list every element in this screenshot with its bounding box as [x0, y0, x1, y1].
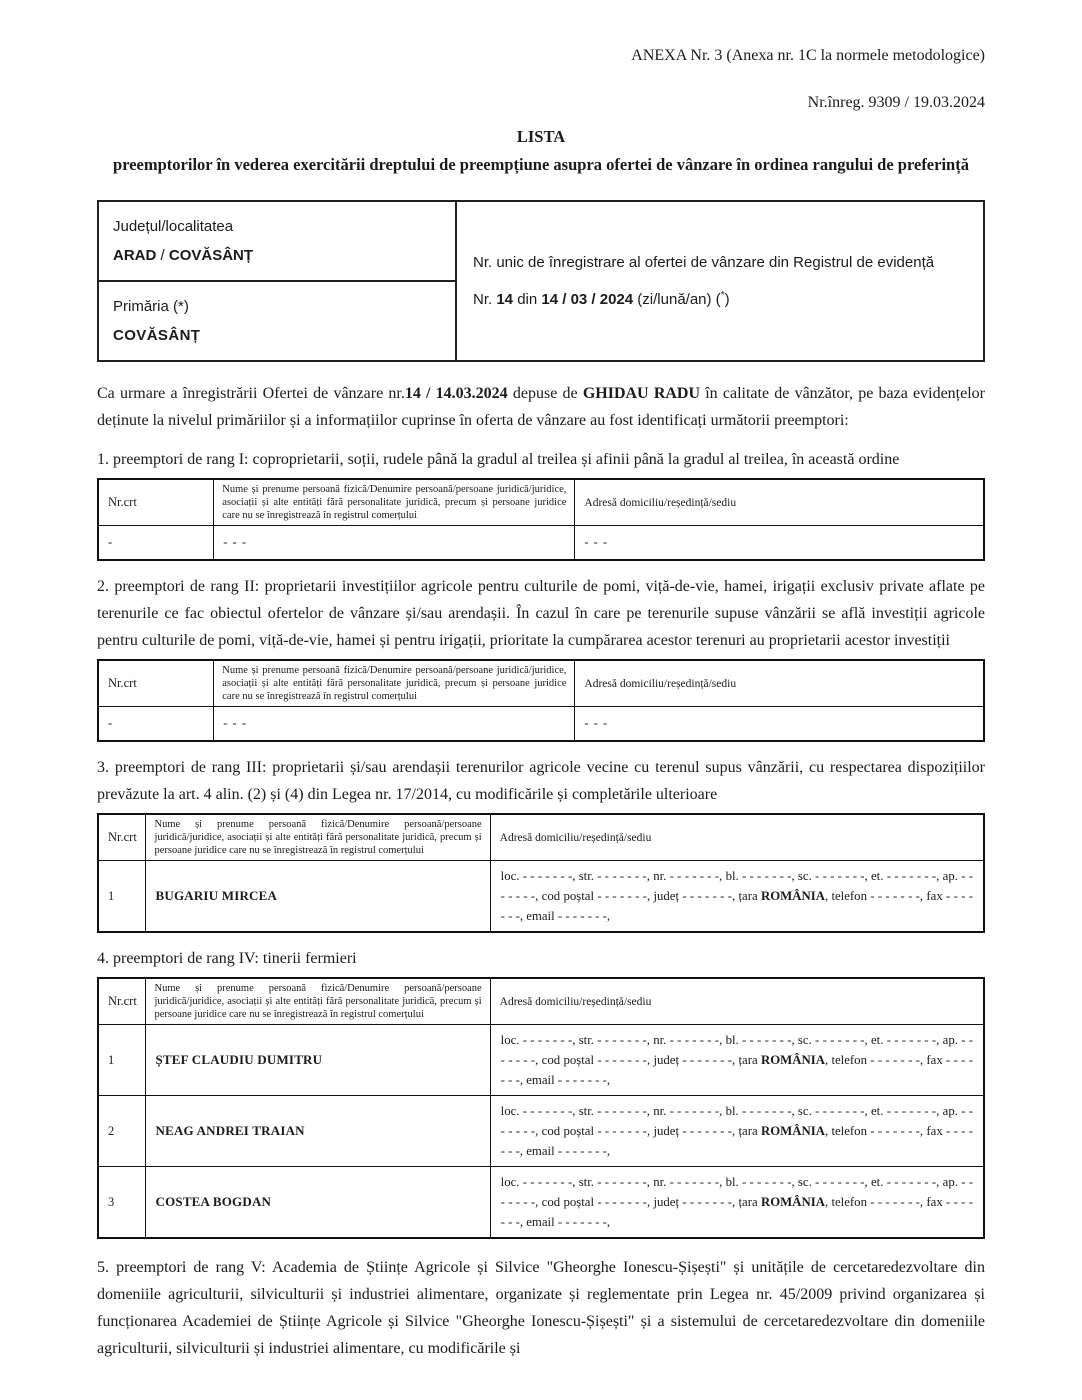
empty-address: - - -: [575, 526, 984, 561]
offer-nr-label: Nr.: [473, 291, 497, 308]
rank2-table: [97, 659, 985, 742]
rank1-empty-row: [98, 526, 984, 561]
column-header-nr: Nr.crt: [98, 479, 214, 526]
empty-nr: -: [98, 526, 214, 561]
preemptor-row: [98, 861, 984, 933]
address-fields-2: , telefon - - - - - - -, fax - - - - - - -, email - - - - - - -,: [500, 1053, 973, 1087]
column-header-address: Adresă domiciliu/reședință/sediu: [575, 479, 984, 526]
info-row-county: [98, 201, 984, 281]
preemptor-nr: 3: [98, 1167, 146, 1239]
address-fields-1: loc. - - - - - - -, str. - - - - - - -, nr. - - - - - - -, bl. - - - - - - -, sc. - - - - - - -, et. - - - - - - -, ap. - - - - - - -, cod poștal - - - - - - -, județ - - - - - - -, țara: [500, 1033, 973, 1067]
address-fields-2: , telefon - - - - - - -, fax - - - - - - -, email - - - - - - -,: [500, 1124, 973, 1158]
empty-name: - - -: [214, 526, 575, 561]
rank3-header-row: [98, 814, 984, 861]
county-name: ARAD: [113, 247, 157, 264]
locality-name: COVĂSÂNȚ: [168, 247, 254, 264]
country-name: ROMÂNIA: [760, 1053, 825, 1067]
country-name: ROMÂNIA: [760, 1195, 825, 1209]
preemptor-row: [98, 1025, 984, 1096]
column-header-nr: Nr.crt: [98, 660, 214, 707]
preemptor-nr: 1: [98, 1025, 146, 1096]
address-fields-2: , telefon - - - - - - -, fax - - - - - - -, email - - - - - - -,: [500, 1195, 973, 1229]
column-header-name: Nume și prenume persoană fizică/Denumire persoană/persoane juridică/juridice, asociații și alte entități fără personalitate juridică, precum și persoane juridice care nu se înregistrează în registrul comerțului: [214, 660, 575, 707]
rank3-table: [97, 813, 985, 933]
address-fields-1: loc. - - - - - - -, str. - - - - - - -, nr. - - - - - - -, bl. - - - - - - -, sc. - - - - - - -, et. - - - - - - -, ap. - - - - - - -, cod poștal - - - - - - -, județ - - - - - - -, țara: [500, 1175, 973, 1209]
rank2-heading: 2. preemptori de rang II: proprietarii investițiilor agricole pentru culturile de pomi, viță-de-vie, hamei, irigații exclusiv private aflate pe terenurile ce fac obiectul ofertelor de vânzare și/sau arendașii. În cazul în care pe terenurile supuse vânzării se află investiții agricole pentru culturile de pomi, viță-de-vie, hamei și pentru irigații, prioritate la cumpărarea acestor terenuri au proprietarii acestor investiții: [97, 578, 985, 649]
intro-paragraph: [97, 380, 985, 434]
preemptor-address: [490, 1167, 984, 1239]
address-fields-2: , telefon - - - - - - -, fax - - - - - - -, email - - - - - - -,: [500, 889, 973, 923]
offer-date: 14 / 03 / 2024: [541, 291, 634, 308]
rank1-header-row: [98, 479, 984, 526]
offer-number-line: [473, 279, 967, 316]
anexa-heading: ANEXA Nr. 3 (Anexa nr. 1C la normele metodologice): [631, 47, 985, 64]
rank1-table: [97, 478, 985, 561]
column-header-address: Adresă domiciliu/reședință/sediu: [575, 660, 984, 707]
address-fields-1: loc. - - - - - - -, str. - - - - - - -, nr. - - - - - - -, bl. - - - - - - -, sc. - - - - - - -, et. - - - - - - -, ap. - - - - - - -, cod poștal - - - - - - -, județ - - - - - - -, țara: [500, 1104, 973, 1138]
rank5-paragraph: 5. preemptori de rang V: Academia de Științe Agricole și Silvice "Gheorghe Ionescu-Șișești" și unitățile de cercetaredezvoltare din domeniile agriculturii, silviculturii și industriei alimentare, organizate și reglementate prin Legea nr. 45/2009 privind organizarea și funcționarea Academiei de Științe Agricole și Silvice "Gheorghe Ionescu-Șișești" și a sistemului de cercetaredezvoltare din domeniile agriculturii, silviculturii și industriei alimentare, cu modificările și: [97, 1259, 985, 1357]
intro-text-3: în calitate de vânzător, pe baza evidențelor deținute la nivelul primăriilor și a informațiilor cuprinse în oferta de vânzare au fost identificați următorii preemptori:: [97, 385, 985, 429]
rank4-heading: 4. preemptori de rang IV: tinerii fermieri: [97, 950, 357, 967]
intro-text-1: Ca urmare a înregistrării Ofertei de vânzare nr.: [97, 385, 405, 402]
column-header-name: Nume și prenume persoană fizică/Denumire persoană/persoane juridică/juridice, asociații și alte entități fără personalitate juridică, precum și persoane juridice care nu se înregistrează în registrul comerțului: [146, 814, 490, 861]
document-title: LISTA: [516, 127, 566, 146]
column-header-address: Adresă domiciliu/reședință/sediu: [490, 978, 984, 1025]
registration-number: Nr.înreg. 9309 / 19.03.2024: [807, 94, 985, 111]
offer-close-paren: ): [724, 291, 730, 308]
preemptor-nr: 2: [98, 1096, 146, 1167]
rank4-table: [97, 977, 985, 1239]
footnote-asterisk: *: [720, 290, 725, 301]
column-header-nr: Nr.crt: [98, 814, 146, 861]
preemptor-row: [98, 1096, 984, 1167]
column-header-name: Nume și prenume persoană fizică/Denumire persoană/persoane juridică/juridice, asociații și alte entități fără personalitate juridică, precum și persoane juridice care nu se înregistrează în registrul comerțului: [146, 978, 490, 1025]
preemptor-nr: 1: [98, 861, 146, 933]
rank4-header-row: [98, 978, 984, 1025]
rank2-header-row: [98, 660, 984, 707]
offer-number: 14: [496, 291, 514, 308]
empty-nr: -: [98, 707, 214, 742]
intro-text-2: depuse de: [507, 385, 583, 402]
preemptor-address: [490, 1025, 984, 1096]
offer-ref: 14 / 14.03.2024: [404, 385, 508, 402]
rank3-heading: 3. preemptori de rang III: proprietarii și/sau arendașii terenurilor agricole vecine cu terenul supus vânzării, cu respectarea dispozițiilor prevăzute la art. 4 alin. (2) și (4) din Legea nr. 17/2014, cu modificările și completările ulterioare: [97, 759, 985, 803]
cityhall-value: COVĂSÂNȚ: [113, 327, 201, 344]
preemptor-row: [98, 1167, 984, 1239]
offer-registration-text: Nr. unic de înregistrare al ofertei de vânzare din Registrul de evidență: [473, 254, 935, 271]
address-fields-1: loc. - - - - - - -, str. - - - - - - -, nr. - - - - - - -, bl. - - - - - - -, sc. - - - - - - -, et. - - - - - - -, ap. - - - - - - -, cod poștal - - - - - - -, județ - - - - - - -, țara: [500, 869, 973, 903]
empty-name: - - -: [214, 707, 575, 742]
preemptor-address: [490, 861, 984, 933]
cityhall-cell: [98, 281, 456, 361]
country-name: ROMÂNIA: [760, 1124, 825, 1138]
country-name: ROMÂNIA: [760, 889, 825, 903]
document-subtitle: preemptorilor în vederea exercitării dreptului de preempțiune asupra ofertei de vânzare în ordinea rangului de preferință: [113, 155, 969, 174]
seller-name: GHIDAU RADU: [582, 385, 701, 402]
county-value: [113, 241, 441, 270]
county-cell: [98, 201, 456, 281]
cityhall-label: Primăria (*): [113, 298, 189, 315]
preemptor-name: NEAG ANDREI TRAIAN: [146, 1096, 490, 1167]
county-label: Județul/localitatea: [113, 218, 234, 235]
preemptor-name: COSTEA BOGDAN: [146, 1167, 490, 1239]
county-separator: /: [156, 247, 169, 264]
empty-address: - - -: [575, 707, 984, 742]
rank2-empty-row: [98, 707, 984, 742]
offer-din: din: [513, 291, 542, 308]
column-header-address: Adresă domiciliu/reședință/sediu: [490, 814, 984, 861]
offer-registration-cell: [456, 201, 984, 361]
rank1-heading: 1. preemptori de rang I: coproprietarii, soții, rudele până la gradul al treilea și afinii până la gradul al treilea, în această ordine: [97, 451, 900, 468]
column-header-nr: Nr.crt: [98, 978, 146, 1025]
preemptor-address: [490, 1096, 984, 1167]
info-table: [97, 200, 985, 362]
offer-date-format: (zi/lună/an) (: [633, 291, 721, 308]
column-header-name: Nume și prenume persoană fizică/Denumire persoană/persoane juridică/juridice, asociații și alte entități fără personalitate juridică, precum și persoane juridice care nu se înregistrează în registrul comerțului: [214, 479, 575, 526]
preemptor-name: BUGARIU MIRCEA: [146, 861, 490, 933]
preemptor-name: ȘTEF CLAUDIU DUMITRU: [146, 1025, 490, 1096]
